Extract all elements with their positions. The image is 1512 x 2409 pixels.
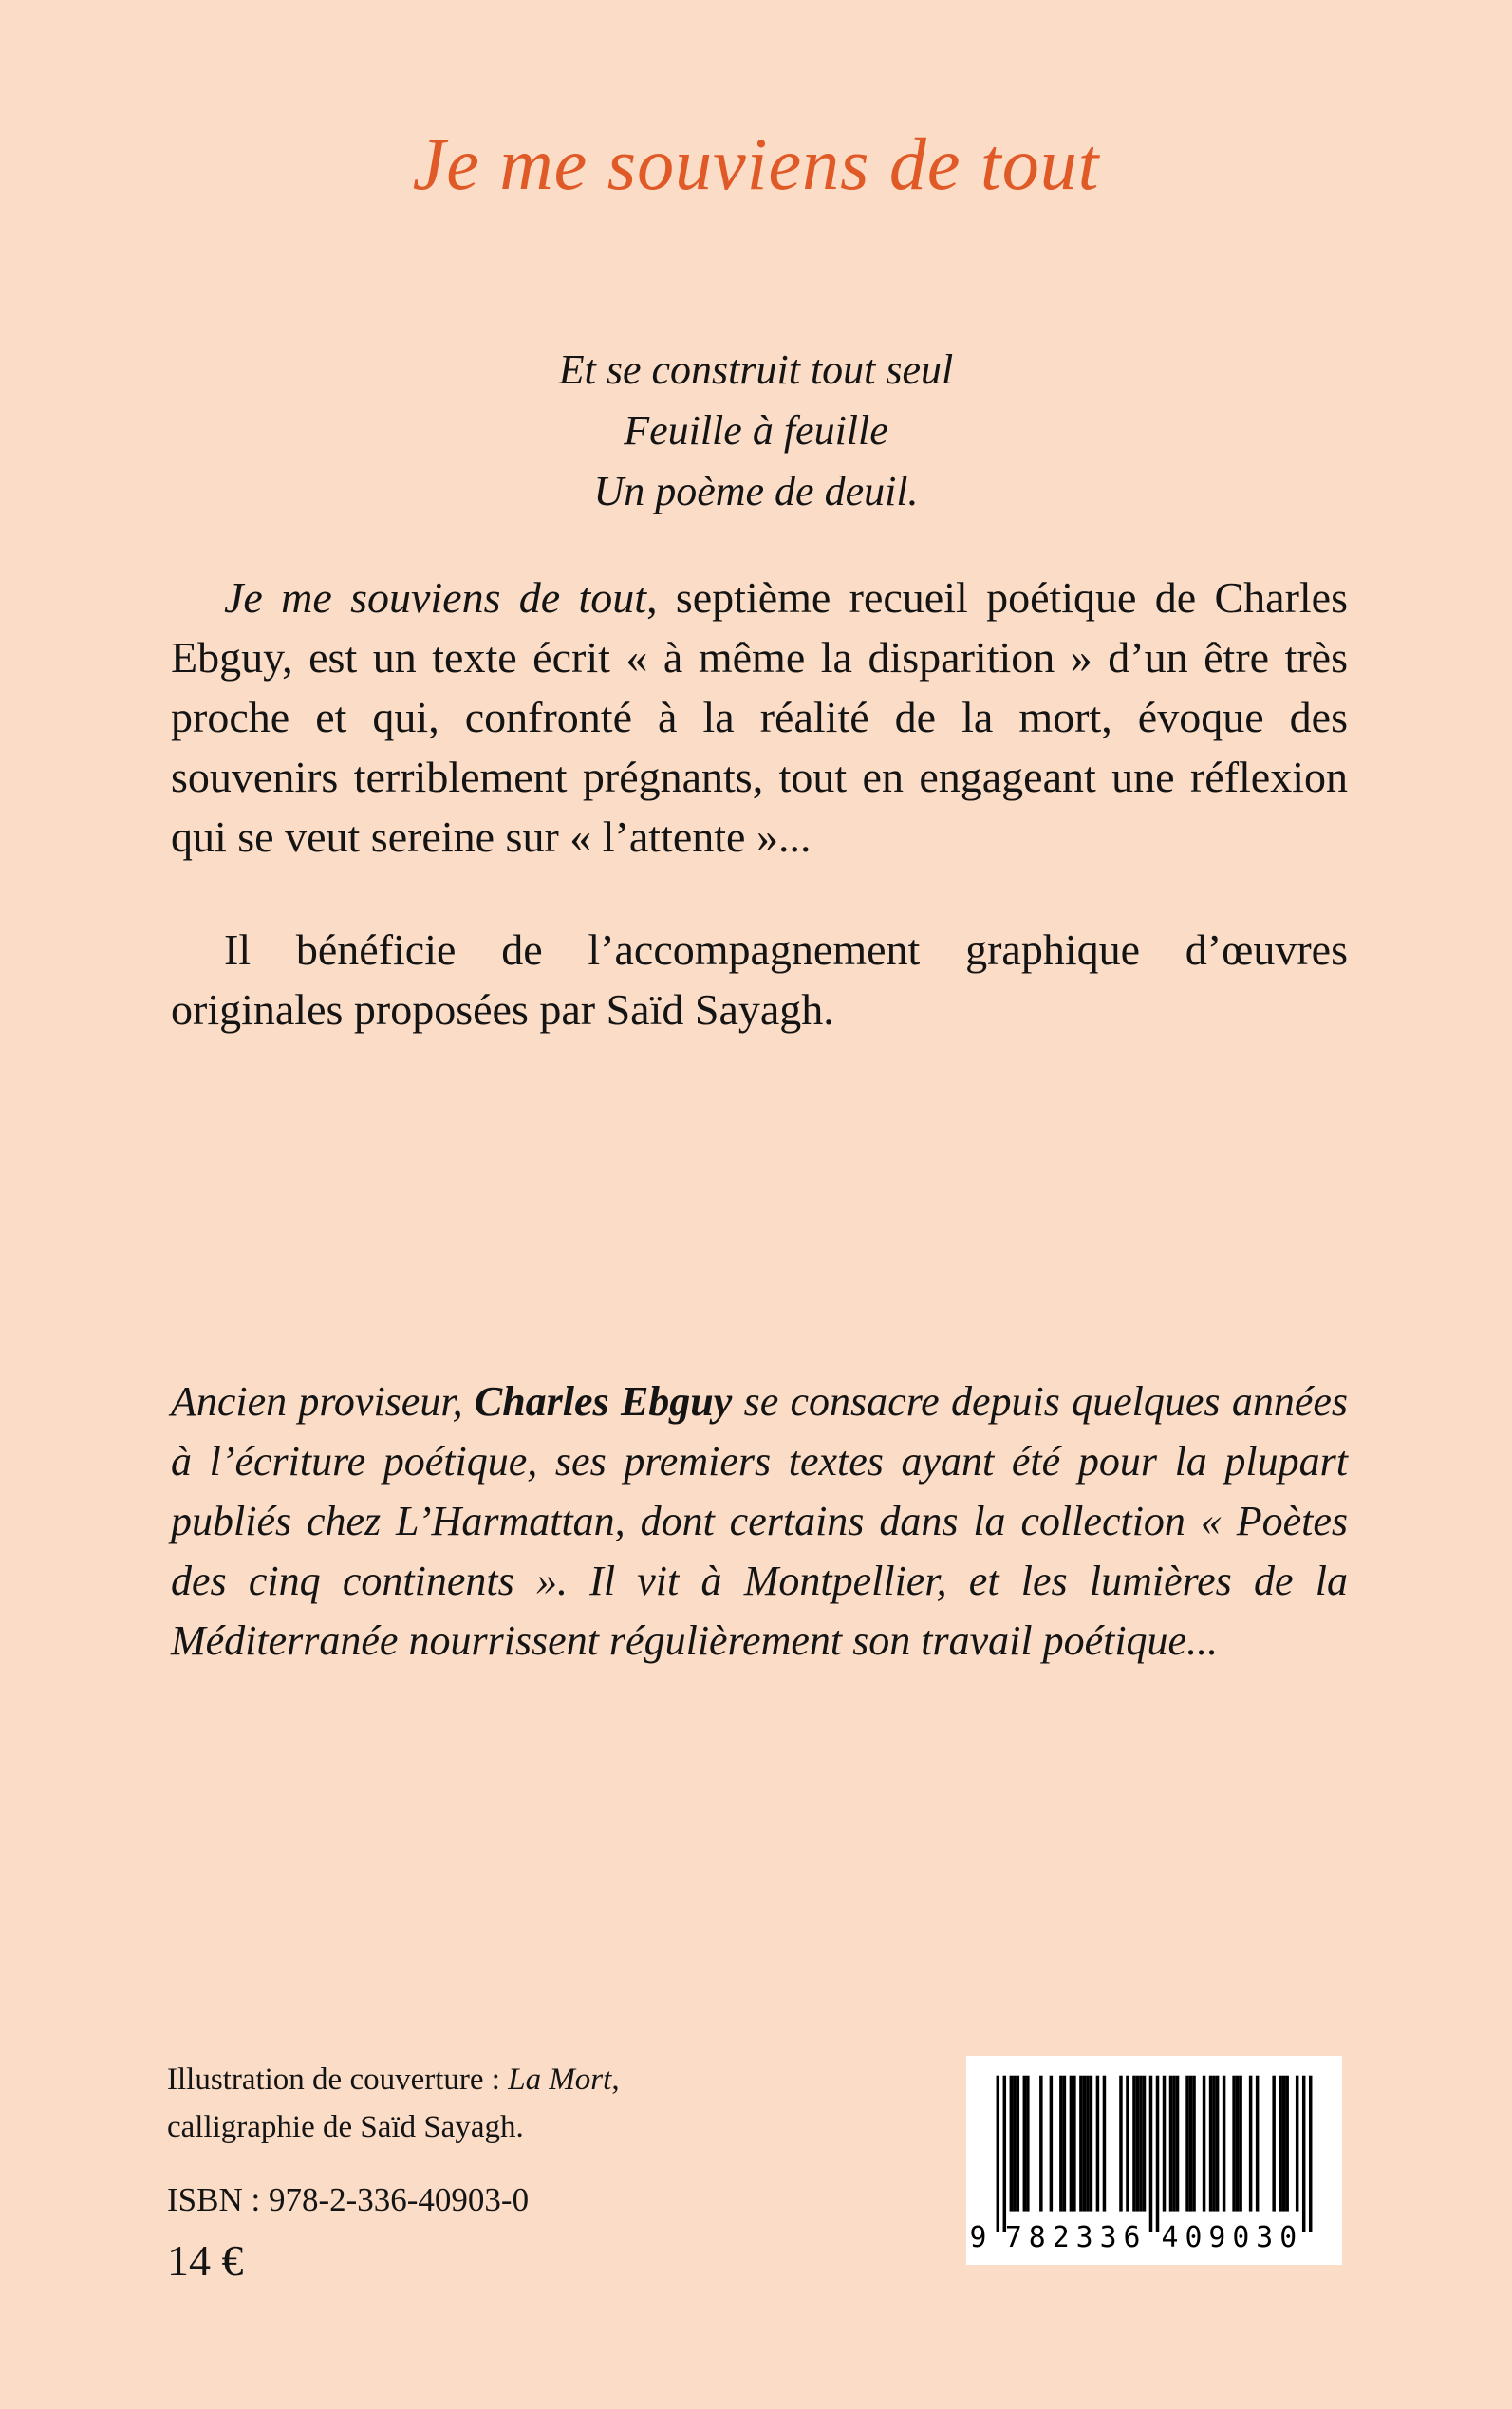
text-run: ,: [611, 2063, 620, 2097]
text-run: Illustration de couverture :: [167, 2063, 509, 2097]
text-run: Je me souviens de tout: [224, 573, 647, 622]
price: 14 €: [167, 2236, 244, 2285]
cover-credits-line-2: calligraphie de Saïd Sayagh.: [167, 2110, 524, 2144]
author-bio: [171, 1372, 1348, 1671]
text-run: , septième recueil poétique de Charles Ebguy, est un texte écrit « à même la disparition » d’un être très proche et qui, confronté à la réalité de la mort, évoque des souvenirs terriblement prégnants, tout en engageant une réflexion qui se veut sereine sur « l’attente »...: [171, 573, 1348, 861]
text-run: La Mort: [508, 2063, 612, 2097]
isbn: ISBN : 978-2-336-40903-0: [167, 2181, 530, 2218]
barcode: [966, 2056, 1342, 2265]
poem-line: Un poème de deuil.: [593, 468, 919, 514]
cover-credits-line-1: [167, 2056, 620, 2103]
synopsis-paragraph-1: [171, 568, 1348, 867]
synopsis-paragraph-2: Il bénéficie de l’accompagnement graphique d’œuvres originales proposées par Saïd Sayagh.: [171, 925, 1348, 1034]
synopsis: [171, 568, 1348, 1039]
svg-text:782336: 782336: [1004, 2220, 1148, 2255]
text-run: Charles Ebguy: [474, 1378, 733, 1425]
cover-credits: [167, 2056, 620, 2151]
text-run: se consacre depuis quelques années à l’écriture poétique, ses premiers textes ayant été pour la plupart publiés chez L’Harmattan, dont certains dans la collection « Poètes des cinq continents ». Il vit à Montpellier, et les lumières de la Méditerranée nourrissent régulièrement son travail poétique...: [171, 1378, 1348, 1664]
poem-excerpt: [0, 340, 1512, 522]
barcode-bars: [966, 2065, 1342, 2255]
svg-text:409030: 409030: [1161, 2220, 1304, 2255]
book-title: Je me souviens de tout: [412, 122, 1100, 205]
svg-text:9: 9: [969, 2220, 987, 2255]
poem-line: Et se construit tout seul: [558, 346, 954, 393]
text-run: Ancien proviseur,: [171, 1378, 475, 1425]
poem-line: Feuille à feuille: [624, 407, 888, 454]
